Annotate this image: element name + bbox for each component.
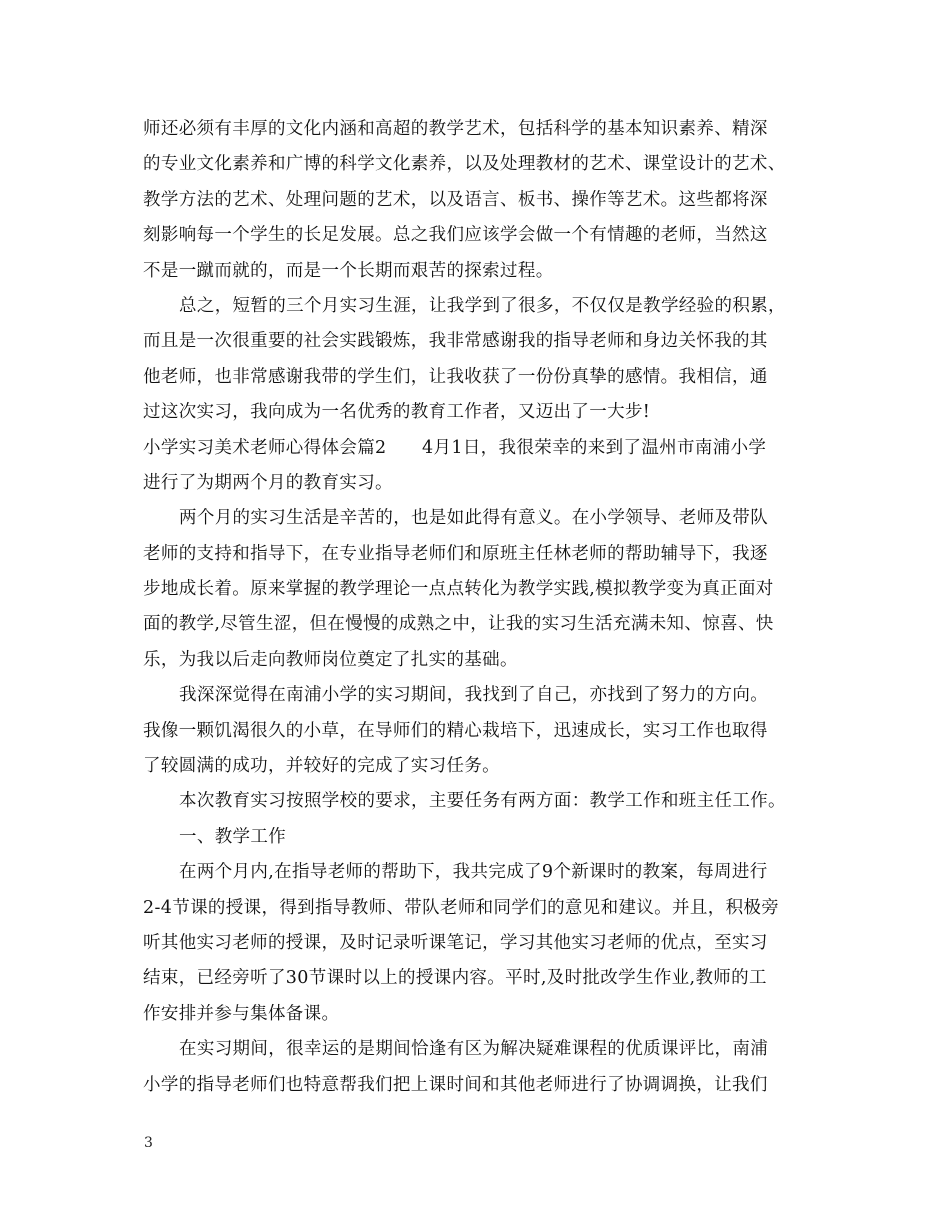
text-line: 他老师，也非常感谢我带的学生们，让我收获了一份份真挚的感情。我相信，通 bbox=[143, 366, 768, 387]
text-line: 刻影响每一个学生的长足发展。总之我们应该学会做一个有情趣的老师，当然这 bbox=[143, 225, 768, 246]
text-line: 步地成长着。原来掌握的教学理论一点点转化为教学实践,模拟教学变为真正面对 bbox=[143, 579, 774, 600]
text-line: 进行了为期两个月的教育实习。 bbox=[143, 472, 393, 493]
text-line: 的专业文化素养和广博的科学文化素养，以及处理教材的艺术、课堂设计的艺术、 bbox=[143, 154, 786, 175]
text-line: 师还必须有丰厚的文化内涵和高超的教学艺术，包括科学的基本知识素养、精深 bbox=[143, 119, 768, 139]
page-number: 3 bbox=[144, 1135, 153, 1151]
text-line: 我像一颗饥渴很久的小草，在导师们的精心栽培下，迅速成长，实习工作也取得 bbox=[143, 720, 768, 741]
text-line: 小学的指导老师们也特意帮我们把上课时间和其他老师进行了协调调换，让我们 bbox=[143, 1074, 768, 1095]
paragraph-first-line: 本次教育实习按照学校的要求，主要任务有两方面：教学工作和班主任工作。 bbox=[179, 791, 786, 812]
text-line: 过这次实习，我向成为一名优秀的教育工作者，又迈出了一大步! bbox=[143, 402, 651, 423]
paragraph-first-line: 在两个月内,在指导老师的帮助下，我共完成了9个新课时的教案，每周进行 bbox=[179, 862, 768, 883]
text-line: 而且是一次很重要的社会实践锻炼，我非常感谢我的指导老师和身边关怀我的其 bbox=[143, 331, 768, 352]
paragraph-first-line: 总之，短暂的三个月实习生涯，让我学到了很多，不仅仅是教学经验的积累， bbox=[179, 295, 786, 316]
text-line: 了较圆满的成功，并较好的完成了实习任务。 bbox=[143, 756, 500, 777]
section-heading-line: 小学实习美术老师心得体会篇2 4月1日，我很荣幸的来到了温州市南浦小学 bbox=[143, 437, 767, 458]
text-line: 作安排并参与集体备课。 bbox=[143, 1003, 340, 1024]
text-line: 面的教学,尽管生涩，但在慢慢的成熟之中，让我的实习生活充满未知、惊喜、快 bbox=[143, 614, 774, 635]
text-line: 不是一蹴而就的，而是一个长期而艰苦的探索过程。 bbox=[143, 260, 554, 281]
subheading-teaching-work: 一、教学工作 bbox=[179, 826, 287, 847]
paragraph-first-line: 在实习期间，很幸运的是期间恰逢有区为解决疑难课程的优质课评比，南浦 bbox=[179, 1039, 769, 1060]
text-line: 教学方法的艺术、处理问题的艺术，以及语言、板书、操作等艺术。这些都将深 bbox=[143, 189, 768, 210]
text-line: 2-4节课的授课，得到指导教师、带队老师和同学们的意见和建议。并且，积极旁 bbox=[143, 897, 780, 918]
text-line: 听其他实习老师的授课，及时记录听课笔记，学习其他实习老师的优点，至实习 bbox=[143, 932, 768, 953]
paragraph-first-line: 我深深觉得在南浦小学的实习期间，我找到了自己，亦找到了努力的方向。 bbox=[179, 685, 769, 706]
text-line: 老师的支持和指导下，在专业指导老师们和原班主任林老师的帮助辅导下，我逐 bbox=[143, 543, 768, 564]
paragraph-first-line: 两个月的实习生活是辛苦的，也是如此得有意义。在小学领导、老师及带队 bbox=[179, 508, 769, 529]
text-line: 乐，为我以后走向教师岗位奠定了扎实的基础。 bbox=[143, 649, 518, 670]
document-body bbox=[143, 112, 815, 1103]
text-line: 结束，已经旁听了30节课时以上的授课内容。平时,及时批改学生作业,教师的工 bbox=[143, 968, 767, 989]
